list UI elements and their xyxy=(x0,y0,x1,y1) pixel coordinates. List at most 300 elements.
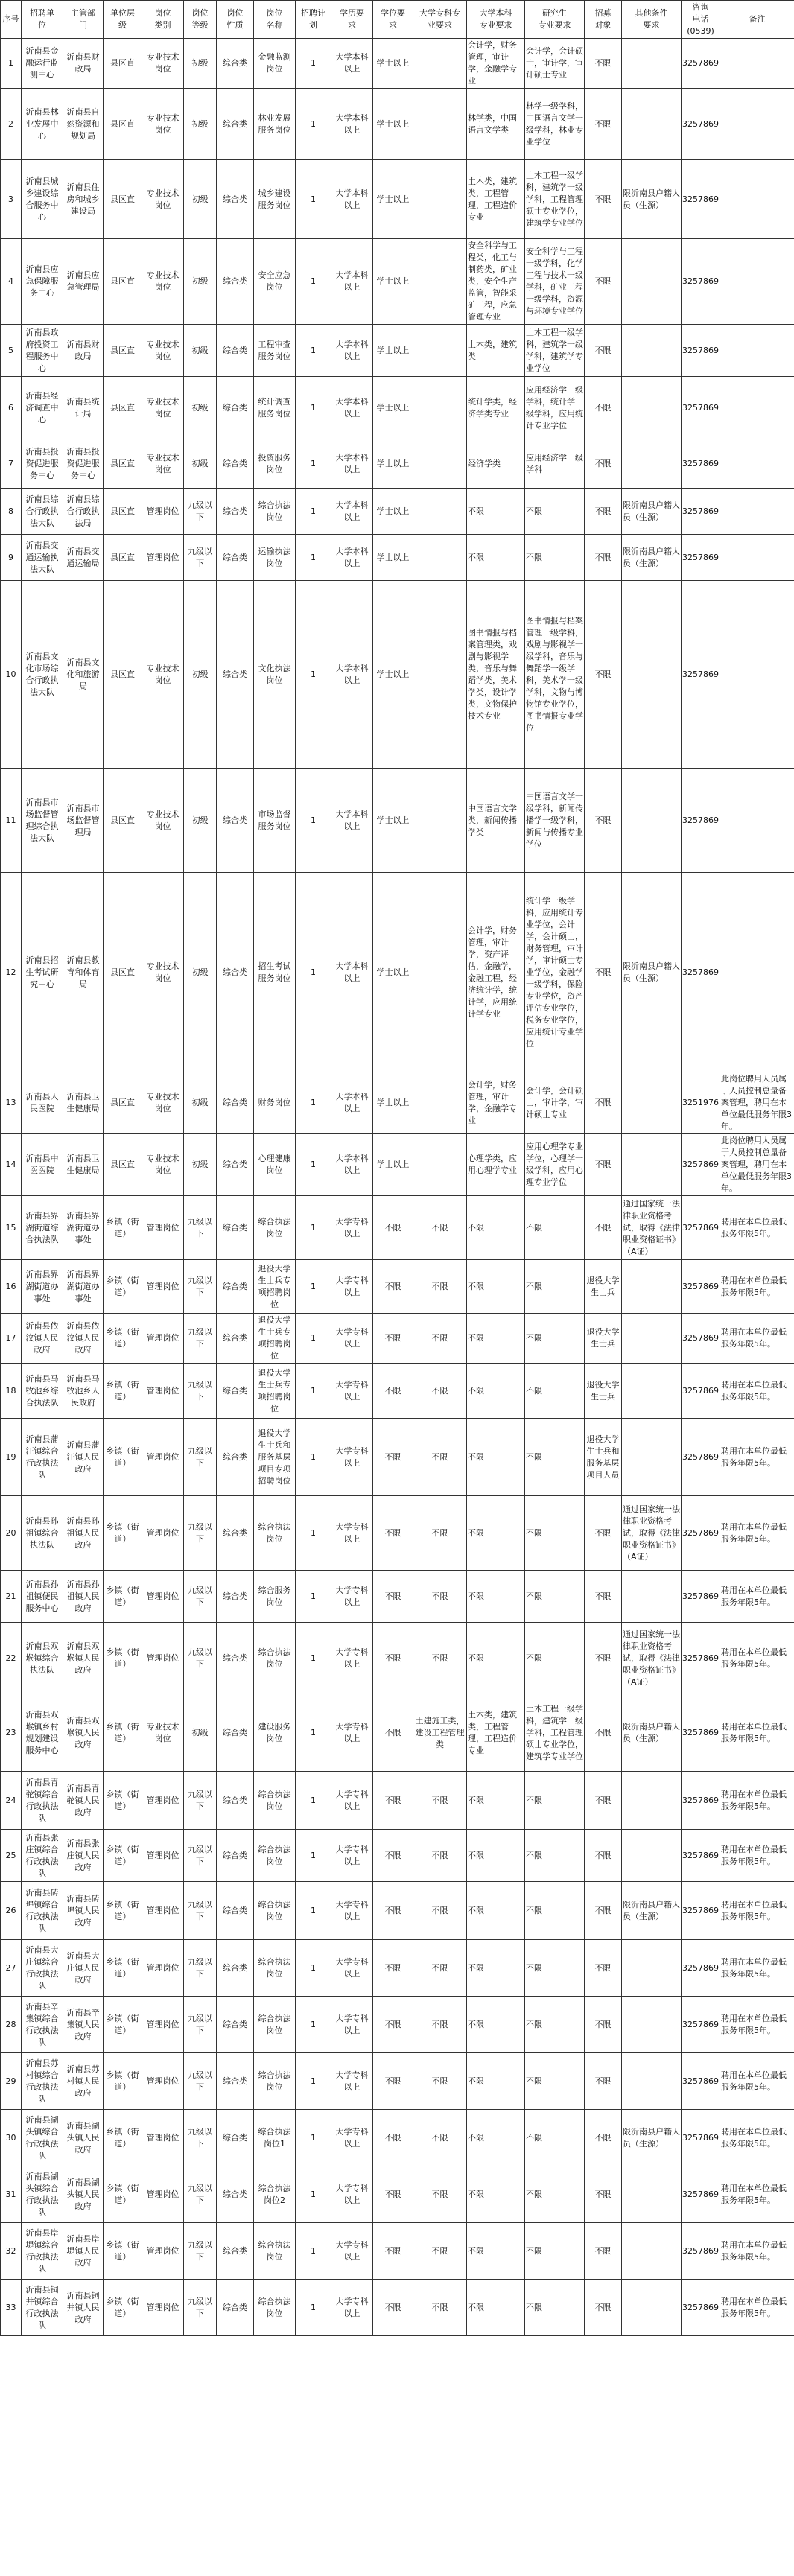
cell-name: 市场监督服务岗位 xyxy=(254,769,296,873)
table-row xyxy=(1,2110,794,2166)
table-row xyxy=(1,1997,794,2053)
cell-name: 文化执法岗位 xyxy=(254,581,296,769)
cell-unit: 沂南县林业发展中心 xyxy=(22,89,63,160)
cell-cat: 管理岗位 xyxy=(142,1419,184,1496)
cell-nature: 综合类 xyxy=(217,769,254,873)
cell-grade: 九级以下 xyxy=(184,1496,217,1571)
cell-tel: 3257869 xyxy=(682,439,720,489)
cell-nature: 综合类 xyxy=(217,1072,254,1134)
cell-target: 不限 xyxy=(585,1134,622,1196)
cell-unit: 沂南县蒲汪镇综合行政执法队 xyxy=(22,1419,63,1496)
cell-level: 县区直 xyxy=(104,239,142,325)
cell-no: 17 xyxy=(1,1314,22,1364)
cell-zk: 不限 xyxy=(413,1364,467,1419)
cell-level: 乡镇（街道） xyxy=(104,1314,142,1364)
cell-bk: 经济学类 xyxy=(467,439,525,489)
cell-unit: 沂南县砖埠镇综合行政执法队 xyxy=(22,1882,63,1940)
cell-other: 限沂南县户籍人员（生源） xyxy=(622,873,682,1072)
cell-degree: 不限 xyxy=(373,2166,413,2223)
cell-tel: 3257869 xyxy=(682,489,720,535)
cell-note: 聘用在本单位最低服务年限5年。 xyxy=(720,1772,794,1830)
cell-cat: 管理岗位 xyxy=(142,1314,184,1364)
cell-grade: 九级以下 xyxy=(184,2053,217,2110)
cell-nature: 综合类 xyxy=(217,1496,254,1571)
cell-dept: 沂南县铜井镇人民政府 xyxy=(63,2280,104,2336)
cell-dept: 沂南县界湖街道办事处 xyxy=(63,1196,104,1260)
cell-zk: 不限 xyxy=(413,1260,467,1314)
cell-cat: 专业技术岗位 xyxy=(142,239,184,325)
cell-unit: 沂南县界湖街道综合执法队 xyxy=(22,1196,63,1260)
cell-level: 县区直 xyxy=(104,1134,142,1196)
cell-yjs: 林学一级学科，中国语言文学一级学科，林业专业学位 xyxy=(525,89,585,160)
cell-plan: 1 xyxy=(296,1196,331,1260)
cell-no: 10 xyxy=(1,581,22,769)
cell-degree: 学士以上 xyxy=(373,489,413,535)
cell-name: 安全应急岗位 xyxy=(254,239,296,325)
cell-target: 不限 xyxy=(585,1882,622,1940)
cell-cat: 管理岗位 xyxy=(142,1772,184,1830)
cell-tel: 3257869 xyxy=(682,1997,720,2053)
cell-plan: 1 xyxy=(296,2280,331,2336)
header-target-line: 对象 xyxy=(594,20,612,30)
cell-bk: 不限 xyxy=(467,1419,525,1496)
cell-dept: 沂南县辛集镇人民政府 xyxy=(63,1997,104,2053)
cell-zk xyxy=(413,439,467,489)
cell-yjs: 图书情报与档案管理一级学科，戏剧与影视学一级学科，音乐与舞蹈学一级学科，美术学一级学科，文物与博物馆专业学位，图书情报专业学位 xyxy=(525,581,585,769)
cell-zk: 不限 xyxy=(413,1314,467,1364)
cell-grade: 九级以下 xyxy=(184,1940,217,1997)
table-row xyxy=(1,1940,794,1997)
cell-grade: 九级以下 xyxy=(184,1571,217,1623)
cell-dept: 沂南县孙祖镇人民政府 xyxy=(63,1571,104,1623)
cell-plan: 1 xyxy=(296,2166,331,2223)
table-body xyxy=(1,39,794,2336)
header-remark-line: 备注 xyxy=(749,14,766,24)
cell-level: 乡镇（街道） xyxy=(104,2280,142,2336)
cell-edu: 大学专科以上 xyxy=(331,1772,373,1830)
cell-zk xyxy=(413,873,467,1072)
cell-degree: 学士以上 xyxy=(373,873,413,1072)
cell-name: 综合执法岗位 xyxy=(254,1997,296,2053)
cell-cat: 管理岗位 xyxy=(142,2166,184,2223)
cell-unit: 沂南县湖头镇综合行政执法队 xyxy=(22,2166,63,2223)
cell-dept: 沂南县卫生健康局 xyxy=(63,1134,104,1196)
cell-dept: 沂南县自然资源和规划局 xyxy=(63,89,104,160)
cell-plan: 1 xyxy=(296,2223,331,2280)
cell-yjs: 不限 xyxy=(525,1364,585,1419)
cell-name: 退役大学生士兵专项招聘岗位 xyxy=(254,1364,296,1419)
cell-grade: 九级以下 xyxy=(184,2280,217,2336)
cell-unit: 沂南县孙祖镇便民服务中心 xyxy=(22,1571,63,1623)
cell-tel: 3257869 xyxy=(682,1314,720,1364)
header-post-name xyxy=(254,1,296,39)
cell-level: 县区直 xyxy=(104,535,142,581)
cell-tel: 3257869 xyxy=(682,1419,720,1496)
cell-level: 乡镇（街道） xyxy=(104,1623,142,1694)
cell-tel: 3257869 xyxy=(682,1694,720,1772)
cell-grade: 九级以下 xyxy=(184,2166,217,2223)
cell-target: 不限 xyxy=(585,1772,622,1830)
cell-other xyxy=(622,1364,682,1419)
cell-unit: 沂南县经济调查中心 xyxy=(22,377,63,439)
cell-degree: 学士以上 xyxy=(373,89,413,160)
table-row xyxy=(1,1314,794,1364)
cell-degree: 学士以上 xyxy=(373,377,413,439)
cell-degree: 学士以上 xyxy=(373,1072,413,1134)
header-category xyxy=(142,1,184,39)
cell-target: 不限 xyxy=(585,489,622,535)
cell-other: 限沂南县户籍人员（生源） xyxy=(622,2110,682,2166)
cell-tel: 3257869 xyxy=(682,873,720,1072)
cell-no: 14 xyxy=(1,1134,22,1196)
cell-dept: 沂南县青驼镇人民政府 xyxy=(63,1772,104,1830)
cell-edu: 大学本科以上 xyxy=(331,581,373,769)
table-row xyxy=(1,2166,794,2223)
cell-nature: 综合类 xyxy=(217,1772,254,1830)
cell-unit: 沂南县应急保障服务中心 xyxy=(22,239,63,325)
cell-bk: 不限 xyxy=(467,2280,525,2336)
cell-note xyxy=(720,769,794,873)
header-degree xyxy=(373,1,413,39)
cell-cat: 专业技术岗位 xyxy=(142,1694,184,1772)
header-target-line: 招募 xyxy=(594,8,612,18)
cell-other: 通过国家统一法律职业资格考试，取得《法律职业资格证书》（A证） xyxy=(622,1623,682,1694)
cell-degree: 不限 xyxy=(373,1364,413,1419)
cell-unit: 沂南县投资促进服务中心 xyxy=(22,439,63,489)
table-row xyxy=(1,239,794,325)
header-dept xyxy=(63,1,104,39)
cell-other xyxy=(622,439,682,489)
cell-name: 综合执法岗位 xyxy=(254,1882,296,1940)
cell-target: 不限 xyxy=(585,239,622,325)
cell-yjs: 土木工程一级学科，建筑学一级学科，工程管理硕士专业学位，建筑学专业学位 xyxy=(525,160,585,239)
cell-yjs: 不限 xyxy=(525,1496,585,1571)
cell-bk: 不限 xyxy=(467,1364,525,1419)
cell-name: 综合执法岗位 xyxy=(254,1940,296,1997)
cell-nature: 综合类 xyxy=(217,1694,254,1772)
cell-degree: 不限 xyxy=(373,1882,413,1940)
cell-note: 聘用在本单位最低服务年限5年。 xyxy=(720,1997,794,2053)
cell-edu: 大学本科以上 xyxy=(331,769,373,873)
cell-other: 通过国家统一法律职业资格考试，取得《法律职业资格证书》（A证） xyxy=(622,1496,682,1571)
cell-zk: 不限 xyxy=(413,1196,467,1260)
cell-yjs: 不限 xyxy=(525,1830,585,1882)
cell-bk: 图书情报与档案管理类，戏剧与影视学类，音乐与舞蹈学类，美术学类，设计学类，文物保护技术专业 xyxy=(467,581,525,769)
cell-unit: 沂南县金融运行监测中心 xyxy=(22,39,63,89)
header-other xyxy=(622,1,682,39)
cell-dept: 沂南县卫生健康局 xyxy=(63,1072,104,1134)
cell-cat: 专业技术岗位 xyxy=(142,377,184,439)
cell-level: 县区直 xyxy=(104,581,142,769)
cell-cat: 管理岗位 xyxy=(142,2280,184,2336)
table-row xyxy=(1,1072,794,1134)
cell-grade: 初级 xyxy=(184,325,217,377)
cell-bk: 林学类，中国语言文学类 xyxy=(467,89,525,160)
cell-nature: 综合类 xyxy=(217,439,254,489)
table-row xyxy=(1,1134,794,1196)
cell-note xyxy=(720,160,794,239)
cell-degree: 学士以上 xyxy=(373,439,413,489)
header-college-major-line: 大学专科专 xyxy=(419,8,460,18)
cell-dept: 沂南县大庄镇人民政府 xyxy=(63,1940,104,1997)
cell-degree: 不限 xyxy=(373,1940,413,1997)
cell-plan: 1 xyxy=(296,1830,331,1882)
header-category-line: 岗位 xyxy=(154,8,171,18)
cell-tel: 3257869 xyxy=(682,325,720,377)
cell-tel: 3257869 xyxy=(682,89,720,160)
cell-yjs: 不限 xyxy=(525,2223,585,2280)
cell-target: 不限 xyxy=(585,1571,622,1623)
cell-no: 16 xyxy=(1,1260,22,1314)
cell-grade: 初级 xyxy=(184,239,217,325)
cell-note: 聘用在本单位最低服务年限5年。 xyxy=(720,2166,794,2223)
cell-name: 招生考试服务岗位 xyxy=(254,873,296,1072)
cell-note: 聘用在本单位最低服务年限5年。 xyxy=(720,1830,794,1882)
cell-level: 乡镇（街道） xyxy=(104,1772,142,1830)
cell-yjs: 不限 xyxy=(525,1419,585,1496)
cell-plan: 1 xyxy=(296,1623,331,1694)
cell-edu: 大学专科以上 xyxy=(331,1196,373,1260)
cell-bk: 统计学类，经济学类专业 xyxy=(467,377,525,439)
cell-plan: 1 xyxy=(296,1364,331,1419)
cell-plan: 1 xyxy=(296,1314,331,1364)
cell-dept: 沂南县湖头镇人民政府 xyxy=(63,2110,104,2166)
cell-edu: 大学专科以上 xyxy=(331,1623,373,1694)
cell-unit: 沂南县马牧池乡综合执法队 xyxy=(22,1364,63,1419)
cell-unit: 沂南县市场监督管理综合执法大队 xyxy=(22,769,63,873)
cell-yjs: 不限 xyxy=(525,1571,585,1623)
cell-no: 22 xyxy=(1,1623,22,1694)
cell-yjs: 会计学，会计硕士，审计学，审计硕士专业 xyxy=(525,1072,585,1134)
cell-level: 乡镇（街道） xyxy=(104,1940,142,1997)
cell-cat: 管理岗位 xyxy=(142,1940,184,1997)
cell-unit: 沂南县张庄镇综合行政执法队 xyxy=(22,1830,63,1882)
cell-yjs: 应用经济学一级学科 xyxy=(525,439,585,489)
cell-tel: 3257869 xyxy=(682,39,720,89)
cell-cat: 专业技术岗位 xyxy=(142,325,184,377)
cell-zk: 不限 xyxy=(413,1571,467,1623)
cell-edu: 大学专科以上 xyxy=(331,2280,373,2336)
header-other-line: 要求 xyxy=(643,20,660,30)
cell-zk xyxy=(413,1134,467,1196)
cell-degree: 不限 xyxy=(373,2280,413,2336)
cell-plan: 1 xyxy=(296,325,331,377)
cell-plan: 1 xyxy=(296,769,331,873)
cell-cat: 管理岗位 xyxy=(142,1364,184,1419)
cell-edu: 大学本科以上 xyxy=(331,239,373,325)
cell-unit: 沂南县湖头镇综合行政执法队 xyxy=(22,2110,63,2166)
cell-note: 聘用在本单位最低服务年限5年。 xyxy=(720,1882,794,1940)
cell-unit: 沂南县双堠镇综合执法队 xyxy=(22,1623,63,1694)
cell-nature: 综合类 xyxy=(217,1940,254,1997)
cell-degree: 不限 xyxy=(373,1694,413,1772)
cell-zk: 不限 xyxy=(413,1623,467,1694)
cell-level: 县区直 xyxy=(104,89,142,160)
cell-edu: 大学专科以上 xyxy=(331,1314,373,1364)
cell-nature: 综合类 xyxy=(217,39,254,89)
cell-name: 统计调查服务岗位 xyxy=(254,377,296,439)
header-bachelor-major-line: 大学本科 xyxy=(479,8,512,18)
cell-edu: 大学专科以上 xyxy=(331,2223,373,2280)
cell-other: 限沂南县户籍人员（生源） xyxy=(622,489,682,535)
table-row xyxy=(1,160,794,239)
cell-unit: 沂南县交通运输执法大队 xyxy=(22,535,63,581)
cell-zk xyxy=(413,239,467,325)
cell-grade: 初级 xyxy=(184,39,217,89)
cell-degree: 不限 xyxy=(373,1772,413,1830)
header-nature-line: 性质 xyxy=(226,20,244,30)
cell-tel: 3257869 xyxy=(682,769,720,873)
cell-zk: 不限 xyxy=(413,2110,467,2166)
cell-level: 县区直 xyxy=(104,160,142,239)
cell-plan: 1 xyxy=(296,1134,331,1196)
cell-unit: 沂南县大庄镇综合行政执法队 xyxy=(22,1940,63,1997)
cell-bk: 不限 xyxy=(467,1940,525,1997)
cell-other xyxy=(622,2053,682,2110)
cell-target: 不限 xyxy=(585,2053,622,2110)
cell-target: 不限 xyxy=(585,1196,622,1260)
cell-grade: 九级以下 xyxy=(184,1623,217,1694)
cell-note: 聘用在本单位最低服务年限5年。 xyxy=(720,2223,794,2280)
cell-bk: 安全科学与工程类，化工与制药类，矿业类，安全生产监管，智能采矿工程，应急管理专业 xyxy=(467,239,525,325)
cell-nature: 综合类 xyxy=(217,1364,254,1419)
cell-grade: 九级以下 xyxy=(184,1830,217,1882)
table-row xyxy=(1,1694,794,1772)
cell-cat: 专业技术岗位 xyxy=(142,1134,184,1196)
cell-edu: 大学专科以上 xyxy=(331,1940,373,1997)
table-row xyxy=(1,439,794,489)
cell-yjs: 土木工程一级学科，建筑学一级学科，工程管理硕士专业学位，建筑学专业学位 xyxy=(525,1694,585,1772)
cell-tel: 3257869 xyxy=(682,2053,720,2110)
cell-cat: 管理岗位 xyxy=(142,1997,184,2053)
cell-no: 13 xyxy=(1,1072,22,1134)
cell-yjs: 不限 xyxy=(525,535,585,581)
header-target xyxy=(585,1,622,39)
cell-nature: 综合类 xyxy=(217,535,254,581)
header-grade-line: 岗位 xyxy=(191,8,209,18)
cell-no: 11 xyxy=(1,769,22,873)
cell-nature: 综合类 xyxy=(217,1571,254,1623)
header-degree-line: 求 xyxy=(389,20,397,30)
cell-plan: 1 xyxy=(296,1882,331,1940)
cell-plan: 1 xyxy=(296,1694,331,1772)
cell-degree: 学士以上 xyxy=(373,239,413,325)
cell-grade: 九级以下 xyxy=(184,1314,217,1364)
cell-other xyxy=(622,1072,682,1134)
cell-name: 城乡建设服务岗位 xyxy=(254,160,296,239)
header-phone-line: (0539) xyxy=(687,26,714,36)
cell-degree: 学士以上 xyxy=(373,160,413,239)
cell-unit: 沂南县文化市场综合行政执法大队 xyxy=(22,581,63,769)
cell-target: 退役大学生士兵 xyxy=(585,1260,622,1314)
cell-bk: 不限 xyxy=(467,1314,525,1364)
cell-unit: 沂南县综合行政执法大队 xyxy=(22,489,63,535)
cell-name: 综合执法岗位 xyxy=(254,1830,296,1882)
cell-degree: 不限 xyxy=(373,1997,413,2053)
cell-bk: 不限 xyxy=(467,2053,525,2110)
cell-plan: 1 xyxy=(296,1571,331,1623)
cell-nature: 综合类 xyxy=(217,1314,254,1364)
cell-note: 此岗位聘用人员属于人员控制总量备案管理，聘用在本单位最低服务年限3年。 xyxy=(720,1072,794,1134)
header-plan-line: 招聘计 xyxy=(301,8,325,18)
cell-bk: 不限 xyxy=(467,1997,525,2053)
cell-note xyxy=(720,325,794,377)
cell-dept: 沂南县湖头镇人民政府 xyxy=(63,2166,104,2223)
cell-other xyxy=(622,2280,682,2336)
cell-cat: 专业技术岗位 xyxy=(142,439,184,489)
cell-level: 县区直 xyxy=(104,489,142,535)
cell-bk: 不限 xyxy=(467,1772,525,1830)
cell-cat: 管理岗位 xyxy=(142,1882,184,1940)
table-row xyxy=(1,1571,794,1623)
cell-cat: 管理岗位 xyxy=(142,1196,184,1260)
cell-other xyxy=(622,2223,682,2280)
cell-name: 林业发展服务岗位 xyxy=(254,89,296,160)
cell-no: 26 xyxy=(1,1882,22,1940)
cell-target: 不限 xyxy=(585,1496,622,1571)
cell-grade: 初级 xyxy=(184,1072,217,1134)
cell-plan: 1 xyxy=(296,1940,331,1997)
table-row xyxy=(1,535,794,581)
cell-dept: 沂南县张庄镇人民政府 xyxy=(63,1830,104,1882)
cell-note: 聘用在本单位最低服务年限5年。 xyxy=(720,1940,794,1997)
cell-unit: 沂南县依汶镇人民政府 xyxy=(22,1314,63,1364)
cell-zk: 不限 xyxy=(413,2053,467,2110)
cell-note: 聘用在本单位最低服务年限5年。 xyxy=(720,2280,794,2336)
cell-cat: 专业技术岗位 xyxy=(142,1072,184,1134)
cell-nature: 综合类 xyxy=(217,2110,254,2166)
cell-edu: 大学本科以上 xyxy=(331,489,373,535)
cell-yjs: 不限 xyxy=(525,1623,585,1694)
cell-degree: 不限 xyxy=(373,1260,413,1314)
cell-note xyxy=(720,89,794,160)
cell-cat: 专业技术岗位 xyxy=(142,873,184,1072)
cell-bk: 不限 xyxy=(467,1196,525,1260)
cell-target: 退役大学生士兵 xyxy=(585,1364,622,1419)
cell-zk xyxy=(413,325,467,377)
cell-no: 31 xyxy=(1,2166,22,2223)
cell-note: 聘用在本单位最低服务年限5年。 xyxy=(720,1571,794,1623)
cell-other xyxy=(622,377,682,439)
cell-nature: 综合类 xyxy=(217,1260,254,1314)
cell-unit: 沂南县铜井镇综合行政执法队 xyxy=(22,2280,63,2336)
cell-grade: 初级 xyxy=(184,377,217,439)
cell-degree: 不限 xyxy=(373,2110,413,2166)
table-row xyxy=(1,1260,794,1314)
header-remark xyxy=(720,1,794,39)
header-college-major xyxy=(413,1,467,39)
cell-zk xyxy=(413,160,467,239)
cell-unit: 沂南县青驼镇综合行政执法队 xyxy=(22,1772,63,1830)
cell-plan: 1 xyxy=(296,39,331,89)
cell-note: 聘用在本单位最低服务年限5年。 xyxy=(720,1694,794,1772)
cell-no: 2 xyxy=(1,89,22,160)
cell-note xyxy=(720,873,794,1072)
cell-plan: 1 xyxy=(296,1496,331,1571)
cell-grade: 初级 xyxy=(184,1134,217,1196)
cell-plan: 1 xyxy=(296,239,331,325)
cell-plan: 1 xyxy=(296,1997,331,2053)
cell-no: 9 xyxy=(1,535,22,581)
cell-dept: 沂南县统计局 xyxy=(63,377,104,439)
cell-tel: 3257869 xyxy=(682,535,720,581)
cell-degree: 学士以上 xyxy=(373,325,413,377)
cell-yjs: 应用心理学专业学位，心理学一级学科，应用心理专业学位 xyxy=(525,1134,585,1196)
cell-target: 不限 xyxy=(585,769,622,873)
cell-target: 不限 xyxy=(585,377,622,439)
cell-edu: 大学专科以上 xyxy=(331,1364,373,1419)
cell-other xyxy=(622,2166,682,2223)
